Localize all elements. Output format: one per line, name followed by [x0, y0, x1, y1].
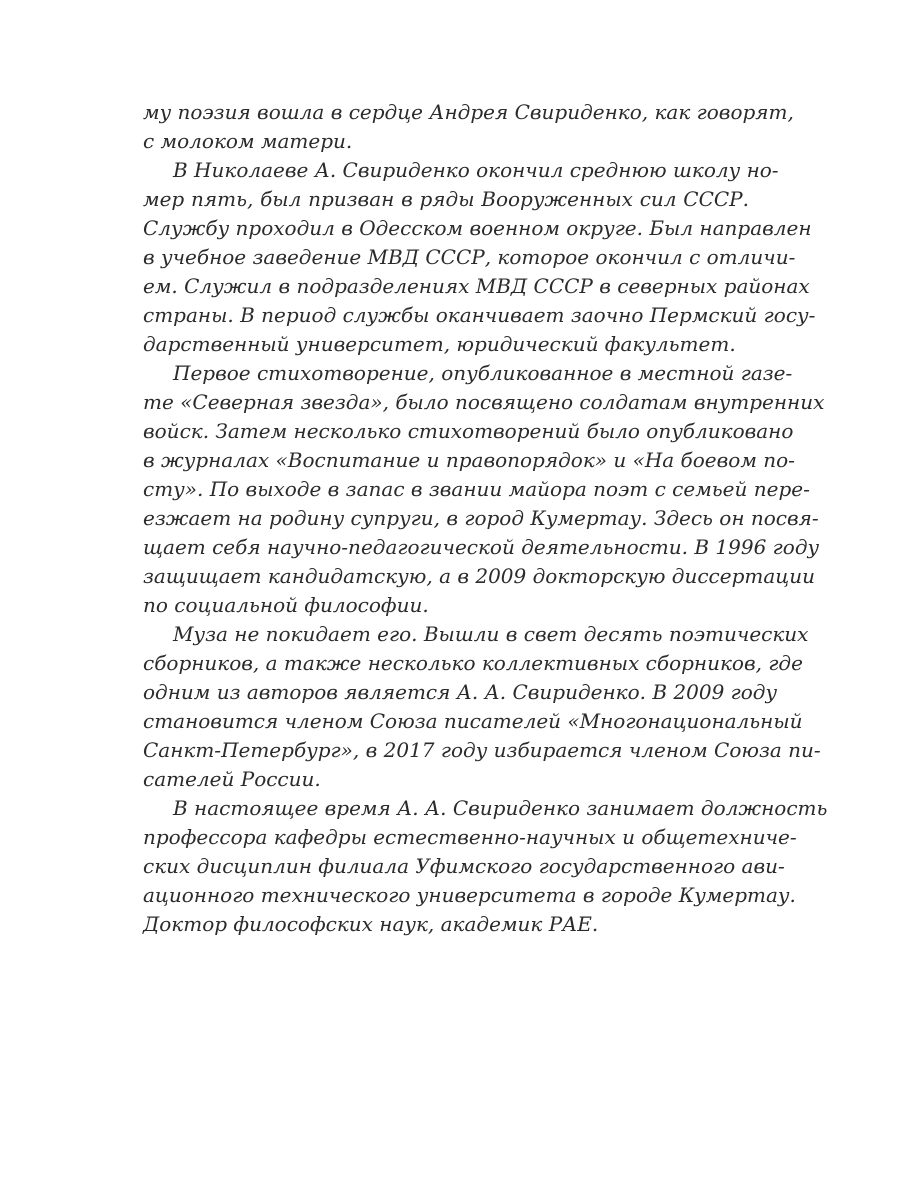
text-line: сту». По выходе в запас в звании майора поэт с семьей пере-	[143, 477, 810, 501]
text-line: с молоком матери.	[143, 129, 353, 153]
text-line: Доктор философских наук, академик РАЕ.	[143, 912, 599, 936]
text-line: Санкт-Петербург», в 2017 году избирается членом Союза пи-	[143, 738, 821, 762]
text-line: сборников, а также несколько коллективных сборников, где	[143, 651, 803, 675]
paragraph-first-line: Первое стихотворение, опубликованное в местной газе-	[173, 361, 793, 385]
text-line: му поэзия вошла в сердце Андрея Свириденко, как говорят,	[143, 100, 794, 124]
paragraph-first-line: В Николаеве А. Свириденко окончил среднюю школу но-	[173, 158, 779, 182]
text-line: в учебное заведение МВД СССР, которое окончил с отличи-	[143, 245, 796, 269]
text-line: по социальной философии.	[143, 593, 429, 617]
text-line: становится членом Союза писателей «Многонациональный	[143, 709, 803, 733]
text-line: те «Северная звезда», было посвящено солдатам внутренних	[143, 390, 825, 414]
text-line: ационного технического университета в городе Кумертау.	[143, 883, 796, 907]
text-line: ем. Служил в подразделениях МВД СССР в северных районах	[143, 274, 810, 298]
text-line: страны. В период службы оканчивает заочно Пермский госу-	[143, 303, 816, 327]
text-line: войск. Затем несколько стихотворений было опубликовано	[143, 419, 794, 443]
text-line: в журналах «Воспитание и правопорядок» и «На боевом по-	[143, 448, 795, 472]
text-line: езжает на родину супруги, в город Кумертау. Здесь он посвя-	[143, 506, 819, 530]
text-line: Службу проходил в Одесском военном округе. Был направлен	[143, 216, 812, 240]
text-line: одним из авторов является А. А. Свириденко. В 2009 году	[143, 680, 778, 704]
text-line: ских дисциплин филиала Уфимского государственного ави-	[143, 854, 785, 878]
text-line: щает себя научно-педагогической деятельности. В 1996 году	[143, 535, 820, 559]
text-line: дарственный университет, юридический факультет.	[143, 332, 736, 356]
paragraph-first-line: В настоящее время А. А. Свириденко занимает должность	[173, 796, 828, 820]
text-line: сателей России.	[143, 767, 321, 791]
page-text	[143, 98, 828, 939]
paragraph-first-line: Муза не покидает его. Вышли в свет десять поэтических	[173, 622, 809, 646]
text-line: мер пять, был призван в ряды Вооруженных сил СССР.	[143, 187, 749, 211]
text-line: защищает кандидатскую, а в 2009 докторскую диссертации	[143, 564, 815, 588]
text-line: профессора кафедры естественно-научных и общетехниче-	[143, 825, 797, 849]
